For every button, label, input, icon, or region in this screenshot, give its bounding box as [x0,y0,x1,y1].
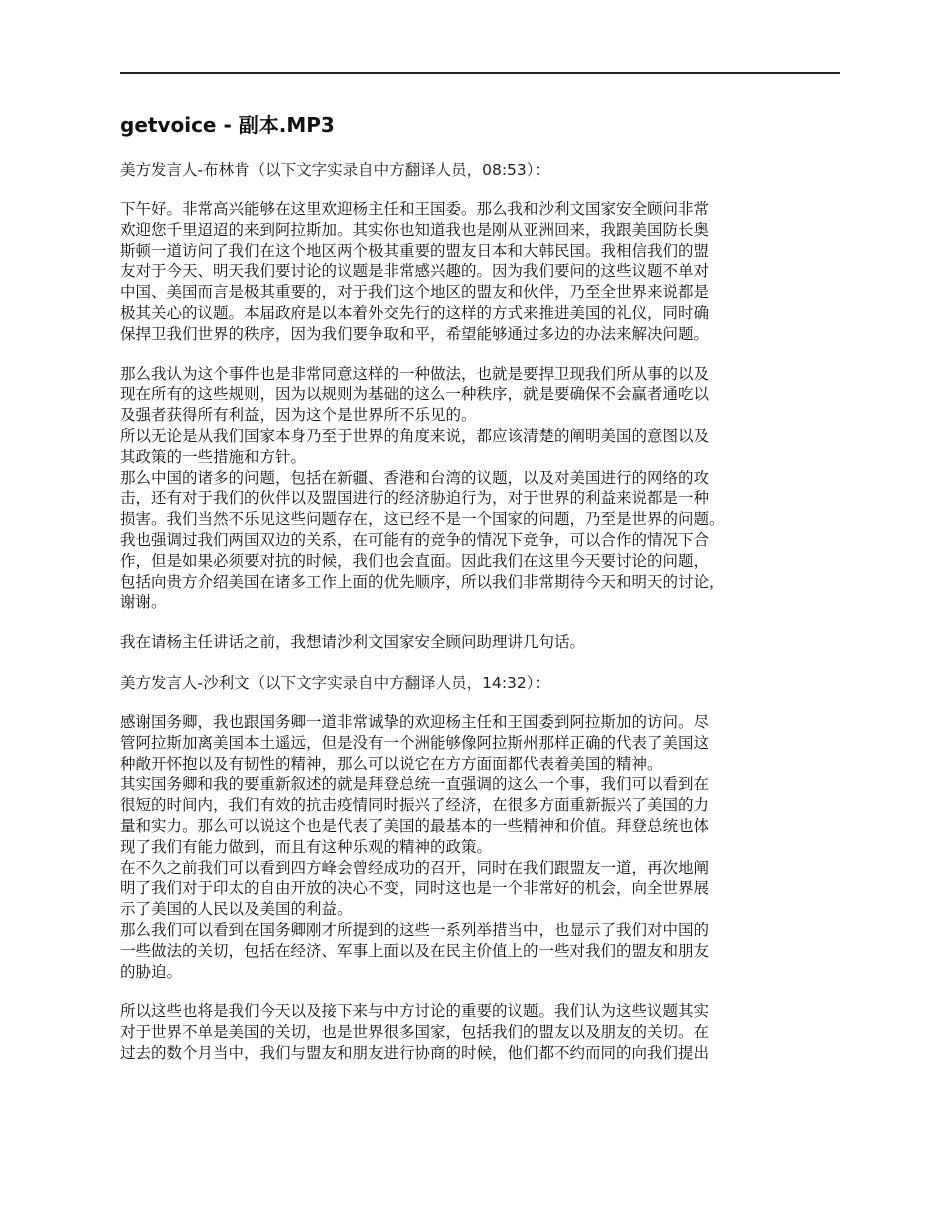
speaker-name: 美方发言人-沙利文 [120,673,250,692]
text-line: 那么我们可以看到在国务卿刚才所提到的这些一系列举措当中，也显示了我们对中国的 [120,920,710,939]
text-line: 在不久之前我们可以看到四方峰会曾经成功的召开，同时在我们跟盟友一道，再次地阐 [120,858,710,877]
text-line: 种敞开怀抱以及有韧性的精神，那么可以说它在方方面面都代表着美国的精神。 [120,754,663,773]
text-line: 下午好。非常高兴能够在这里欢迎杨主任和王国委。那么我和沙利文国家安全顾问非常 [120,200,710,218]
text-line: 一些做法的关切，包括在经济、军事上面以及在民主价值上的一些对我们的盟友和朋友 [120,941,710,960]
text-line: 管阿拉斯加离美国本土遥远，但是没有一个洲能够像阿拉斯州那样正确的代表了美国这 [120,733,710,752]
text-line: 击，还有对于我们的伙伴以及盟国进行的经济胁迫行为，对于世界的利益来说都是一种 [120,489,710,508]
text-line: 量和实力。那么可以说这个也是代表了美国的最基本的一些精神和价值。拜登总统也体 [120,816,710,835]
text-line: 现了我们有能力做到，而且有这种乐观的精神的政策。 [120,837,493,856]
speaker-name: 美方发言人-布林肯 [120,161,250,179]
speaker-heading-blinken [120,159,840,181]
transcript-body [120,159,840,1064]
text-line: 我在请杨主任讲话之前，我想请沙利文国家安全顾问助理讲几句话。 [120,633,586,652]
text-line: 斯顿一道访问了我们在这个地区两个极其重要的盟友日本和大韩民国。我相信我们的盟 [120,241,710,260]
text-line: 感谢国务卿，我也跟国务卿一道非常诚挚的欢迎杨主任和王国委到阿拉斯加的访问。尽 [120,712,710,731]
text-line: 作，但是如果必须要对抗的时候，我们也会直面。因此我们在这里今天要讨论的问题， [120,551,710,570]
document-title: getvoice - 副本.MP3 [120,113,335,137]
text-line: 保捍卫我们世界的秩序，因为我们要争取和平，希望能够通过多边的办法来解决问题。 [120,324,710,343]
text-line: 的胁迫。 [120,962,183,981]
text-line: 很短的时间内，我们有效的抗击疫情同时振兴了经济，在很多方面重新振兴了美国的力 [120,796,710,815]
text-line: 对于世界不单是美国的关切，也是世界很多国家，包括我们的盟友以及朋友的关切。在 [120,1023,710,1042]
text-line: 那么我认为这个事件也是非常同意这样的一种做法，也就是要捍卫现我们所从事的以及 [120,364,710,383]
speaker-note: （以下文字实录自中方翻译人员，14:32）： [249,673,551,692]
text-line: 极其关心的议题。本届政府是以本着外交先行的这样的方式来推进美国的礼仪，同时确 [120,303,710,322]
text-line: 那么中国的诸多的问题，包括在新疆、香港和台湾的议题，以及对美国进行的网络的攻 [120,468,710,487]
text-line: 我也强调过我们两国双边的关系，在可能有的竞争的情况下竞争，可以合作的情况下合 [120,530,710,549]
text-line: 现在所有的这些规则，因为以规则为基础的这么一种秩序，就是要确保不会赢者通吃以 [120,385,710,404]
text-line: 中国、美国而言是极其重要的，对于我们这个地区的盟友和伙伴，乃至全世界来说都是 [120,283,710,302]
text-line: 及强者获得所有利益，因为这个是世界所不乐见的。 [120,406,477,425]
text-line: 其政策的一些措施和方针。 [120,447,307,466]
text-line: 所以无论是从我们国家本身乃至于世界的角度来说，都应该清楚的阐明美国的意图以及 [120,426,710,445]
text-line: 明了我们对于印太的自由开放的决心不变，同时这也是一个非常好的机会，向全世界展 [120,879,710,898]
paragraph [120,364,840,614]
speaker-note: （以下文字实录自中方翻译人员，08:53）： [249,161,551,179]
text-line: 友对于今天、明天我们要讨论的议题是非常感兴趣的。因为我们要问的这些议题不单对 [120,262,710,281]
paragraph [120,1001,840,1063]
paragraph [120,632,840,653]
header-divider [120,72,840,74]
text-line: 欢迎您千里迢迢的来到阿拉斯加。其实你也知道我也是刚从亚洲回来，我跟美国防长奥 [120,220,710,239]
text-line: 所以这些也将是我们今天以及接下来与中方讨论的重要的议题。我们认为这些议题其实 [120,1002,710,1021]
paragraph [120,199,840,345]
paragraph [120,712,840,982]
text-line: 过去的数个月当中，我们与盟友和朋友进行协商的时候，他们都不约而同的向我们提出 [120,1043,710,1062]
text-line: 示了美国的人民以及美国的利益。 [120,900,353,919]
text-line: 损害。我们当然不乐见这些问题存在，这已经不是一个国家的问题，乃至是世界的问题。 [120,510,725,529]
speaker-heading-sullivan [120,672,840,694]
text-line: 包括向贵方介绍美国在诸多工作上面的优先顺序，所以我们非常期待今天和明天的讨论， [120,572,725,591]
text-line: 其实国务卿和我的要重新叙述的就是拜登总统一直强调的这么一个事，我们可以看到在 [120,775,710,794]
text-line: 谢谢。 [120,593,167,612]
